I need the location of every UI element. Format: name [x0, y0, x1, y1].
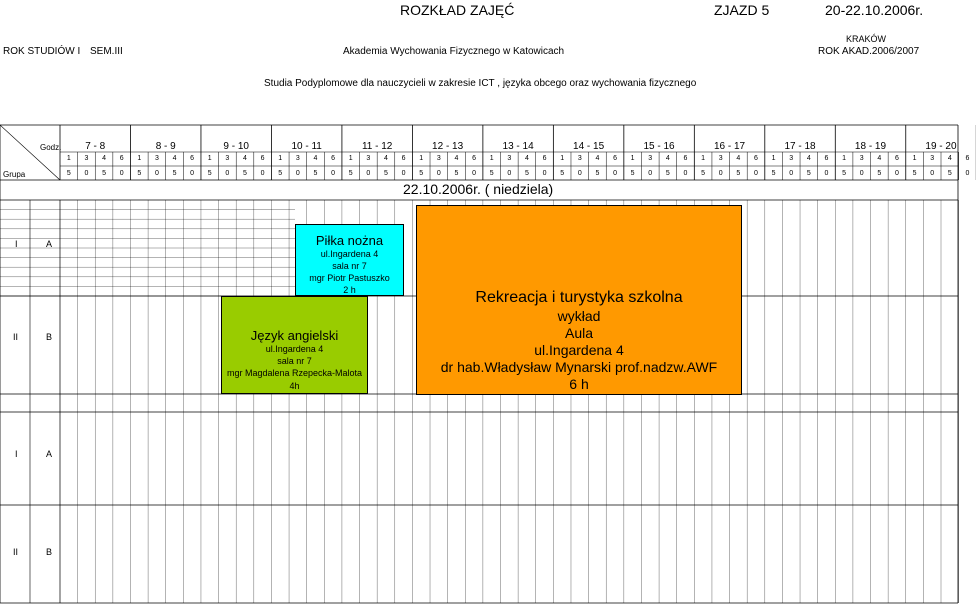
quarter-digit: 4 [524, 155, 529, 162]
quarter-digit: 4 [384, 155, 388, 162]
quarter-digit: 0 [331, 170, 336, 177]
quarter-digit: 3 [225, 155, 230, 162]
quarter-digit: 1 [912, 155, 917, 162]
quarter-digit: 6 [683, 155, 688, 162]
quarter-digit: 3 [577, 155, 582, 162]
quarter-digit: 3 [718, 155, 723, 162]
quarter-digit: 0 [295, 170, 300, 177]
row-group: A [46, 449, 53, 459]
quarter-digit: 6 [190, 155, 195, 162]
quarter-digit: 6 [331, 155, 336, 162]
quarter-digit: 4 [877, 155, 882, 162]
quarter-digit: 3 [789, 155, 794, 162]
quarter-digit: 3 [295, 155, 300, 162]
quarter-digit: 5 [419, 170, 424, 177]
class-location: ul.Ingardena 4 [534, 342, 624, 358]
page-title: ROZKŁAD ZAJĘĆ [400, 2, 515, 18]
class-teacher: mgr Magdalena Rzepecka-Malota [226, 368, 363, 378]
hour-header: 7 - 8 [85, 141, 106, 152]
quarter-digit: 0 [507, 170, 512, 177]
quarter-digit: 6 [824, 155, 829, 162]
class-title: Język angielski [250, 328, 339, 343]
row-group: A [46, 239, 53, 249]
university-name: Akademia Wychowania Fizycznego w Katowicach [343, 46, 565, 57]
row-number: II [13, 547, 19, 557]
quarter-digit: 4 [102, 155, 106, 162]
quarter-digit: 5 [912, 170, 917, 177]
quarter-digit: 5 [595, 170, 600, 177]
quarter-digit: 5 [842, 170, 847, 177]
quarter-digit: 0 [648, 170, 653, 177]
quarter-digit: 0 [190, 170, 195, 177]
hour-header: 11 - 12 [361, 141, 393, 152]
quarter-digit: 6 [472, 155, 476, 162]
semester: SEM.III [90, 46, 123, 57]
quarter-digit: 5 [701, 170, 706, 177]
hour-header: 9 - 10 [223, 141, 249, 152]
quarter-digit: 0 [965, 170, 970, 177]
quarter-digit: 0 [119, 170, 124, 177]
zjazd-dates: 20-22.10.2006r. [825, 2, 924, 18]
quarter-digit: 1 [278, 155, 283, 162]
quarter-digit: 5 [384, 170, 388, 177]
quarter-digit: 0 [894, 170, 899, 177]
quarter-digit: 0 [154, 170, 159, 177]
quarter-digit: 5 [560, 170, 565, 177]
zjazd-label: ZJAZD 5 [714, 2, 770, 18]
quarter-digit: 4 [806, 155, 811, 162]
quarter-digit: 1 [771, 155, 776, 162]
class-room: sala nr 7 [332, 261, 367, 271]
class-type: wykład [557, 308, 601, 324]
quarter-digit: 1 [348, 155, 353, 162]
hour-header: 12 - 13 [432, 141, 464, 152]
quarter-digit: 1 [137, 155, 142, 162]
quarter-digit: 4 [243, 155, 247, 162]
hour-header: 14 - 15 [573, 141, 605, 152]
quarter-digit: 0 [824, 170, 829, 177]
quarter-digit: 1 [66, 155, 71, 162]
class-block-football[interactable] [295, 224, 404, 296]
quarter-digit: 3 [859, 155, 864, 162]
row-group: B [46, 547, 53, 557]
quarter-digit: 3 [648, 155, 653, 162]
quarter-digit: 0 [577, 170, 582, 177]
study-program: Studia Podyplomowe dla nauczycieli w zakresie ICT , języka obcego oraz wychowania fizycznego [264, 78, 697, 89]
quarter-digit: 0 [930, 170, 935, 177]
quarter-digit: 3 [436, 155, 441, 162]
academic-year: ROK AKAD.2006/2007 [818, 46, 920, 57]
quarter-digit: 4 [172, 155, 177, 162]
class-block-recreation[interactable] [416, 205, 742, 395]
class-location: ul.Ingardena 4 [265, 344, 324, 354]
quarter-digit: 0 [859, 170, 864, 177]
quarter-digit: 0 [401, 170, 406, 177]
quarter-digit: 5 [278, 170, 283, 177]
quarter-digit: 5 [66, 170, 71, 177]
quarter-digit: 6 [119, 155, 124, 162]
quarter-digit: 6 [894, 155, 899, 162]
quarter-digit: 5 [454, 170, 459, 177]
quarter-digit: 1 [701, 155, 706, 162]
quarter-digit: 1 [207, 155, 212, 162]
quarter-digit: 4 [454, 155, 459, 162]
quarter-digit: 0 [260, 170, 265, 177]
quarter-digit: 6 [542, 155, 547, 162]
quarter-digit: 0 [683, 170, 688, 177]
quarter-digit: 6 [613, 155, 617, 162]
quarter-digit: 4 [736, 155, 741, 162]
quarter-digit: 4 [313, 155, 318, 162]
quarter-digit: 6 [401, 155, 406, 162]
class-hours: 2 h [343, 285, 356, 295]
row-number: II [13, 332, 19, 342]
class-room: Aula [564, 325, 594, 341]
quarter-digit: 1 [560, 155, 565, 162]
quarter-digit: 3 [930, 155, 935, 162]
quarter-digit: 6 [260, 155, 265, 162]
quarter-digit: 1 [489, 155, 494, 162]
class-teacher: dr hab.Władysław Mynarski prof.nadzw.AWF [440, 359, 718, 375]
quarter-digit: 4 [665, 155, 670, 162]
quarter-digit: 5 [348, 170, 353, 177]
quarter-digit: 5 [630, 170, 635, 177]
quarter-digit: 1 [842, 155, 847, 162]
quarter-digit: 4 [595, 155, 600, 162]
hour-header: 10 - 11 [291, 141, 322, 152]
class-title: Rekreacja i turystyka szkolna [475, 289, 683, 306]
row-number: I [15, 239, 18, 249]
group-header-label: Grupa [3, 170, 26, 179]
quarter-digit: 5 [524, 170, 529, 177]
quarter-digit: 0 [754, 170, 758, 177]
quarter-digit: 0 [366, 170, 371, 177]
hour-header: 15 - 16 [643, 141, 675, 152]
quarter-digit: 0 [436, 170, 441, 177]
class-title: Piłka nożna [315, 233, 384, 248]
class-room: sala nr 7 [277, 356, 312, 366]
quarter-digit: 1 [419, 155, 424, 162]
quarter-digit: 3 [366, 155, 371, 162]
quarter-digit: 5 [771, 170, 776, 177]
quarter-digit: 5 [243, 170, 247, 177]
class-teacher: mgr Piotr Pastuszko [309, 273, 390, 283]
class-hours: 6 h [569, 376, 589, 392]
quarter-digit: 0 [472, 170, 476, 177]
quarter-digit: 0 [225, 170, 230, 177]
quarter-digit: 0 [789, 170, 794, 177]
quarter-digit: 0 [718, 170, 723, 177]
quarter-digit: 0 [542, 170, 547, 177]
quarter-digit: 3 [84, 155, 89, 162]
quarter-digit: 1 [630, 155, 635, 162]
class-block-english[interactable] [221, 296, 368, 394]
quarter-digit: 5 [207, 170, 212, 177]
rok-studiow: ROK STUDIÓW I [3, 46, 81, 57]
quarter-digit: 6 [965, 155, 970, 162]
quarter-digit: 5 [102, 170, 106, 177]
row-number: I [15, 449, 18, 459]
quarter-digit: 5 [947, 170, 952, 177]
quarter-digit: 4 [947, 155, 952, 162]
hour-header: 8 - 9 [155, 141, 176, 152]
quarter-digit: 3 [154, 155, 159, 162]
quarter-digit: 5 [489, 170, 494, 177]
quarter-digit: 5 [313, 170, 318, 177]
quarter-digit: 0 [84, 170, 89, 177]
hour-header: 19 - 20 [925, 141, 957, 152]
quarter-digit: 5 [137, 170, 142, 177]
hours-header-label: Godz. [40, 143, 62, 152]
quarter-digit: 3 [507, 155, 512, 162]
quarter-digit: 5 [665, 170, 670, 177]
city-label: KRAKÓW [846, 34, 887, 44]
hour-header: 13 - 14 [502, 141, 534, 152]
row-group: B [46, 332, 53, 342]
quarter-digit: 5 [877, 170, 882, 177]
quarter-digit: 6 [754, 155, 758, 162]
hour-header: 17 - 18 [784, 141, 816, 152]
quarter-digit: 5 [806, 170, 811, 177]
class-location: ul.Ingardena 4 [320, 249, 379, 259]
quarter-digit: 0 [613, 170, 617, 177]
hour-header: 18 - 19 [854, 141, 887, 152]
quarter-digit: 5 [736, 170, 741, 177]
class-hours: 4h [289, 381, 300, 391]
day-label: 22.10.2006r. ( niedziela) [403, 181, 554, 197]
hour-header: 16 - 17 [713, 141, 746, 152]
quarter-digit: 5 [172, 170, 177, 177]
